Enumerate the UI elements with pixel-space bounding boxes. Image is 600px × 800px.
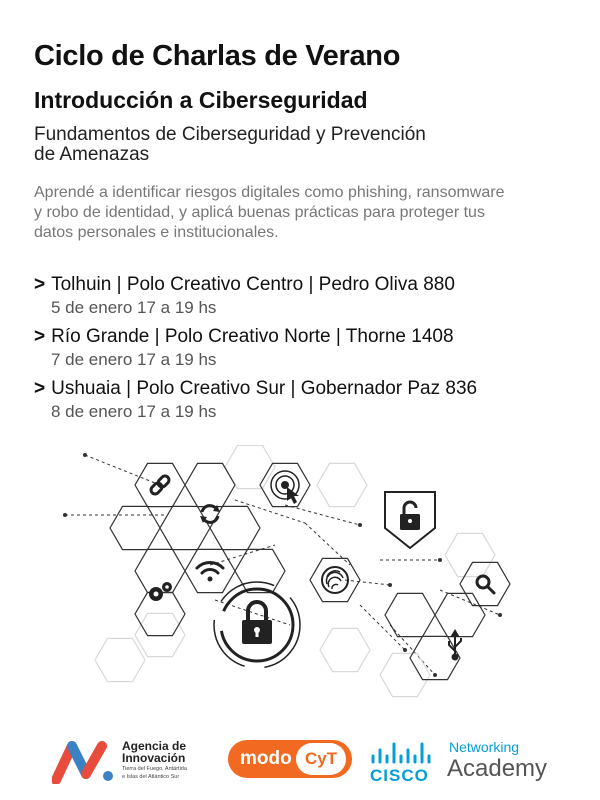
topic-line: Fundamentos de Ciberseguridad y Prevención xyxy=(34,124,426,145)
agencia-name: Innovación xyxy=(122,751,186,765)
description-line: Aprendé a identificar riesgos digitales como phishing, ransomware xyxy=(34,184,505,201)
cyt-badge: CyT xyxy=(296,743,346,775)
session-date: 7 de enero 17 a 19 hs xyxy=(51,350,217,369)
session-list xyxy=(34,273,594,429)
topic-heading xyxy=(34,125,554,165)
session-item xyxy=(34,377,594,423)
fingerprint-touch-icon xyxy=(271,471,299,504)
padlock-icon xyxy=(214,582,300,668)
link-icon xyxy=(149,474,170,495)
wifi-icon xyxy=(197,562,223,581)
usb-icon xyxy=(449,631,461,660)
modo-cyt-logo xyxy=(228,740,352,778)
description-line: datos personales e institucionales. xyxy=(34,224,279,241)
bullet-arrow-icon: > xyxy=(34,326,46,347)
refresh-icon xyxy=(200,505,220,523)
session-item xyxy=(34,273,594,319)
topic-line: de Amenazas xyxy=(34,144,150,165)
poster-subtitle: Introducción a Ciberseguridad xyxy=(34,87,368,113)
bullet-arrow-icon: > xyxy=(34,274,46,295)
session-item xyxy=(34,325,594,371)
bullet-arrow-icon: > xyxy=(34,378,46,399)
academy-label: Academy xyxy=(447,755,548,782)
agencia-logo-text xyxy=(122,740,187,780)
footer-logos xyxy=(0,720,600,800)
agencia-name: Agencia de xyxy=(122,739,187,753)
cisco-bars-icon xyxy=(370,742,434,766)
modo-word: modo xyxy=(240,748,292,769)
networking-label: Networking xyxy=(449,739,520,755)
cybersecurity-hex-network-graphic xyxy=(60,445,540,715)
cisco-wordmark: CISCO xyxy=(370,766,429,785)
shield-lock-icon xyxy=(385,492,435,548)
agencia-region: Tierra del Fuego, Antártida xyxy=(122,766,187,772)
session-date: 5 de enero 17 a 19 hs xyxy=(51,298,217,317)
search-icon xyxy=(477,576,494,593)
session-location: Tolhuin | Polo Creativo Centro | Pedro Oliva 880 xyxy=(51,274,455,295)
agencia-region: e Islas del Atlántico Sur xyxy=(122,774,180,780)
description xyxy=(34,183,574,243)
session-location: Ushuaia | Polo Creativo Sur | Gobernador Paz 836 xyxy=(51,378,478,399)
session-location: Río Grande | Polo Creativo Norte | Thorne 1408 xyxy=(51,326,454,347)
gears-icon xyxy=(149,582,172,601)
description-line: y robo de identidad, y aplicá buenas prácticas para proteger tus xyxy=(34,204,485,221)
session-date: 8 de enero 17 a 19 hs xyxy=(51,402,217,421)
poster-title: Ciclo de Charlas de Verano xyxy=(34,40,401,72)
agencia-innovacion-logo-icon xyxy=(52,740,116,784)
fingerprint-icon xyxy=(322,567,348,593)
